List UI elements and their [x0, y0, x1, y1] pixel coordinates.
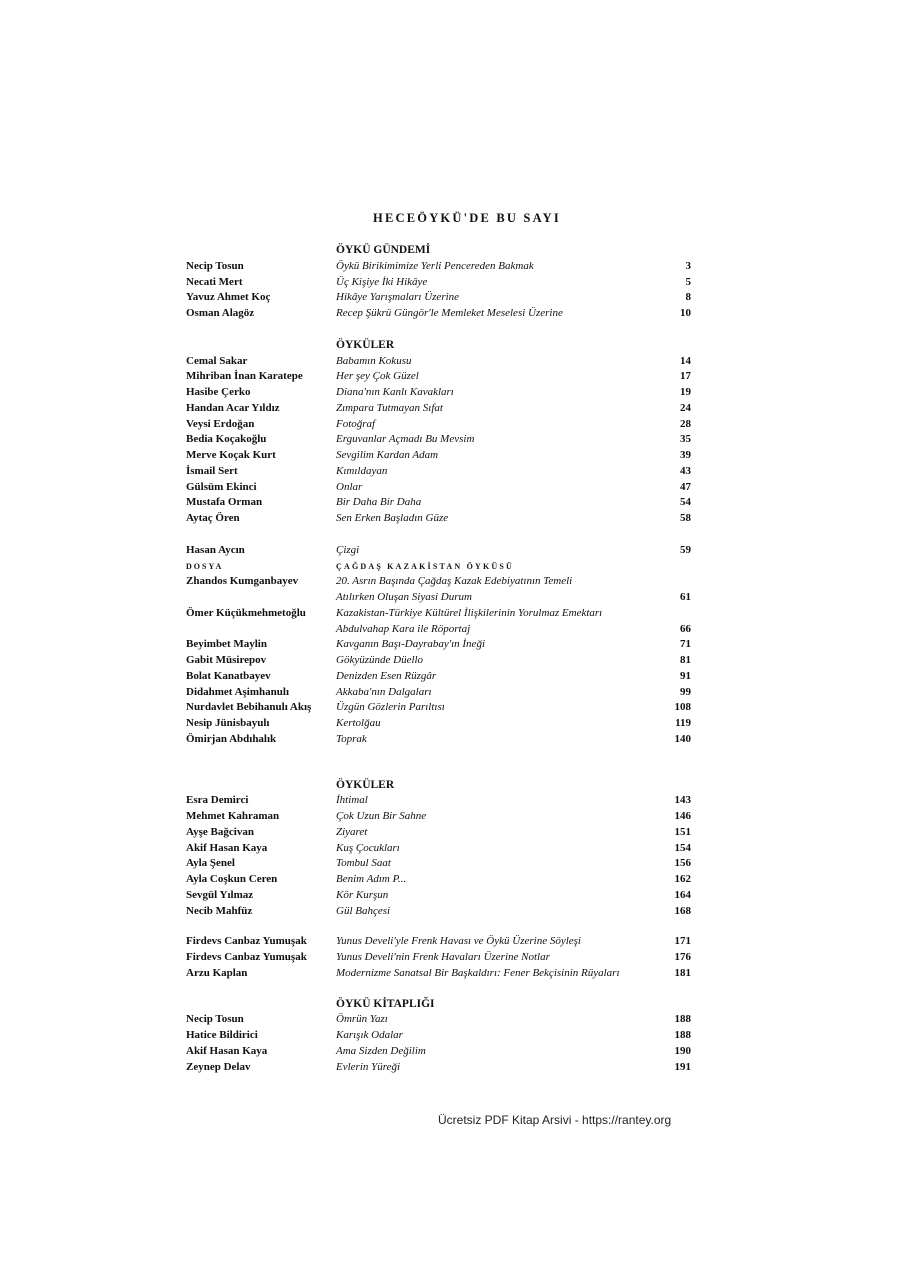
entry-page: 151: [674, 825, 691, 838]
entry-title: İhtimal: [336, 794, 368, 807]
list-item: [186, 417, 691, 433]
list-item: [186, 574, 691, 606]
entry-author: Esra Demirci: [186, 794, 249, 807]
list-item: [186, 432, 691, 448]
entry-title: Denizden Esen Rüzgâr: [336, 669, 437, 682]
entry-author: Bolat Kanatbayev: [186, 669, 271, 682]
entry-author: Sevgül Yılmaz: [186, 888, 254, 901]
entry-title: Gökyüzünde Düello: [336, 654, 424, 666]
entry-page: 176: [674, 951, 691, 963]
entry-author: Nurdavlet Bebihanulı Akış: [186, 701, 312, 714]
entry-title: Her şey Çok Güzel: [336, 370, 419, 383]
entry-title: Fotoğraf: [336, 417, 376, 430]
list-item: [186, 716, 691, 732]
list-item: [186, 606, 691, 638]
entry-page: 10: [680, 307, 691, 319]
list-item: [186, 934, 691, 950]
entry-page: 164: [674, 888, 691, 901]
entry-author: Akif Hasan Kaya: [186, 1044, 268, 1057]
entry-page: 39: [680, 449, 691, 461]
list-item: [186, 809, 691, 825]
entry-page: 146: [674, 810, 691, 822]
entry-page: 35: [680, 433, 691, 446]
entry-page: 162: [674, 873, 691, 885]
entry-title: Tombul Saat: [336, 857, 391, 870]
section-heading-oykuler: ÖYKÜLER: [336, 338, 395, 351]
entry-author: Arzu Kaplan: [186, 966, 248, 979]
list-item: [186, 306, 691, 322]
list-item: [186, 464, 691, 480]
list-item: [186, 856, 691, 872]
section-heading-dosya: [186, 559, 691, 575]
list-item: [186, 495, 691, 511]
entry-page: 119: [675, 717, 691, 729]
list-item: [186, 290, 691, 306]
list-item: [186, 1044, 691, 1060]
entry-title: Evlerin Yüreği: [336, 1060, 401, 1073]
entry-page: 156: [674, 857, 691, 870]
entry-title: Ama Sizden Değilim: [336, 1044, 426, 1057]
entry-title: Karışık Odalar: [336, 1029, 403, 1041]
entry-title: Hikâye Yarışmaları Üzerine: [336, 291, 460, 304]
entry-author: İsmail Sert: [186, 464, 238, 477]
list-item: [186, 448, 691, 464]
entry-author: Beyimbet Maylin: [186, 638, 267, 651]
entry-title: Ömrün Yazı: [336, 1013, 388, 1026]
entry-page: 143: [674, 794, 691, 807]
entry-title: Onlar: [336, 480, 363, 493]
list-item: [186, 637, 691, 653]
entry-title: Erguvanlar Açmadı Bu Mevsim: [336, 433, 475, 446]
list-item: [186, 825, 691, 841]
entry-page: 140: [674, 732, 691, 745]
entry-page: 3: [685, 259, 691, 272]
entry-author: Hasibe Çerko: [186, 386, 251, 398]
entry-title: Üç Kişiye İki Hikâye: [336, 275, 428, 288]
entry-page: 190: [674, 1044, 691, 1057]
entry-title: Yunus Develi'nin Frenk Havaları Üzerine Notlar: [336, 951, 550, 963]
list-item: [186, 793, 691, 809]
entry-author: Firdevs Canbaz Yumuşak: [186, 951, 307, 963]
entry-title: Recep Şükrü Güngör'le Memleket Meselesi Üzerine: [336, 307, 563, 319]
dosya-title: ÇAĞDAŞ KAZAKİSTAN ÖYKÜSÜ: [336, 561, 515, 571]
entry-page: 171: [674, 935, 691, 948]
list-item: [186, 354, 691, 370]
entry-author: Mehmet Kahraman: [186, 810, 280, 822]
list-item: [186, 700, 691, 716]
section-gundem-list: [186, 259, 691, 322]
entry-author: Hasan Aycın: [186, 543, 245, 556]
entry-page: 108: [674, 701, 691, 714]
section-heading-oykuler-2: ÖYKÜLER: [336, 778, 395, 791]
entry-page: 5: [685, 275, 691, 288]
entry-author: Necib Mahfüz: [186, 904, 253, 917]
page-title: HECEÖYKÜ'DE BU SAYI: [373, 211, 561, 225]
section-oykuler-2-list: [186, 793, 691, 919]
entry-page: 54: [680, 496, 691, 509]
list-item: [186, 480, 691, 496]
entry-author: Firdevs Canbaz Yumuşak: [186, 935, 307, 948]
list-item: [186, 385, 691, 401]
list-item: [186, 904, 691, 920]
list-item: [186, 950, 691, 966]
entry-page: 181: [674, 966, 691, 979]
entry-author: Mustafa Orman: [186, 496, 263, 509]
entry-author: Veysi Erdoğan: [186, 417, 255, 430]
entry-author: Ayşe Bağcivan: [186, 825, 254, 838]
entry-page: 188: [674, 1013, 691, 1026]
list-item: [186, 275, 691, 291]
entry-page: 66: [680, 622, 691, 635]
entry-page: 188: [674, 1029, 691, 1041]
entry-title-line-1: Kazakistan-Türkiye Kültürel İlişkilerinin Yorulmaz Emektarı: [336, 606, 603, 619]
list-item: [186, 653, 691, 669]
list-item: [186, 872, 691, 888]
entry-title: Modernizme Sanatsal Bir Başkaldırı: Fener Bekçisinin Rüyaları: [336, 966, 620, 979]
entry-title: Çok Uzun Bir Sahne: [336, 810, 427, 822]
list-item: [186, 685, 691, 701]
entry-page: 191: [674, 1060, 691, 1073]
list-item: [186, 966, 691, 982]
entry-title: Gül Bahçesi: [336, 904, 391, 917]
entry-page: 59: [680, 543, 691, 556]
entry-author: Ayla Şenel: [186, 857, 235, 870]
section-oykuler-list: [186, 354, 691, 527]
entry-page: 24: [680, 401, 691, 414]
entry-author: Nesip Jünisbayulı: [186, 717, 270, 729]
entry-author: Bedia Koçakoğlu: [186, 433, 267, 446]
entry-page: 58: [680, 512, 691, 524]
entry-title: Babamın Kokusu: [336, 354, 412, 367]
entry-title: [336, 574, 658, 606]
entry-title: Bir Daha Bir Daha: [336, 496, 422, 509]
entry-title: Çizgi: [336, 543, 360, 556]
entry-author: Handan Acar Yıldız: [186, 401, 280, 414]
list-item: [186, 1060, 691, 1076]
list-item: [186, 401, 691, 417]
entry-title: Diana'nın Kanlı Kavakları: [336, 386, 454, 398]
entry-author: Didahmet Aşimhanulı: [186, 685, 289, 698]
list-item: [186, 369, 691, 385]
entry-page: 19: [680, 386, 691, 398]
list-item: [186, 1012, 691, 1028]
entry-author: Necip Tosun: [186, 259, 244, 272]
entry-author: Aytaç Ören: [186, 512, 240, 524]
entry-author: Gabit Müsirepov: [186, 654, 267, 666]
entry-page: 61: [680, 591, 691, 603]
list-item: [186, 888, 691, 904]
entry-title: Kuş Çocukları: [336, 841, 400, 854]
entry-title: Ziyaret: [336, 825, 368, 838]
section-heading-gundem: ÖYKÜ GÜNDEMİ: [336, 244, 431, 256]
entry-page: 168: [674, 904, 691, 917]
entry-author: Zhandos Kumganbayev: [186, 575, 299, 588]
entry-author: Osman Alagöz: [186, 307, 255, 319]
entry-page: 28: [680, 417, 691, 430]
list-item: [186, 259, 691, 275]
entry-author: Ömer Küçükmehmetoğlu: [186, 606, 306, 619]
entry-author: Cemal Sakar: [186, 354, 248, 367]
list-item: [186, 669, 691, 685]
entry-author: Merve Koçak Kurt: [186, 449, 276, 461]
list-item: [186, 732, 691, 748]
entry-title: Benim Adım P...: [336, 873, 407, 885]
section-dosya-list: [186, 574, 691, 747]
dosya-label: DOSYA: [186, 561, 224, 571]
list-item: [186, 1028, 691, 1044]
entry-title: Öykü Birikimimize Yerli Pencereden Bakmak: [336, 259, 534, 272]
entry-author: Akif Hasan Kaya: [186, 841, 268, 854]
entry-author: Zeynep Delav: [186, 1060, 251, 1073]
entry-page: 81: [680, 654, 691, 666]
entry-title: Kavganın Başı-Dayrabay'ın İneği: [336, 638, 485, 651]
entry-author: Necip Tosun: [186, 1013, 244, 1026]
list-item: [186, 543, 691, 559]
entry-title: Kımıldayan: [336, 464, 388, 477]
entry-page: 14: [680, 354, 691, 367]
entry-author: Yavuz Ahmet Koç: [186, 291, 271, 304]
entry-title: Yunus Develi'yle Frenk Havası ve Öykü Üzerine Söyleşi: [336, 935, 581, 948]
entry-page: 8: [685, 291, 691, 304]
entry-title: Kertolğau: [336, 717, 381, 729]
entry-page: 154: [674, 841, 691, 854]
section-heading-kitapligi: ÖYKÜ KİTAPLIĞI: [336, 997, 435, 1010]
table-of-contents: [186, 243, 691, 1075]
section-kitapligi-list: [186, 1012, 691, 1075]
entry-author: Necati Mert: [186, 275, 243, 288]
entry-title: Sevgilim Kardan Adam: [336, 449, 439, 461]
entry-page: 17: [680, 370, 691, 383]
entry-author: Hatice Bildirici: [186, 1029, 258, 1041]
entry-title-line-2: Atılırken Oluşan Siyasi Durum: [336, 591, 472, 603]
entry-author: Ömirjan Abdıhalık: [186, 732, 277, 745]
entry-page: 71: [680, 638, 691, 651]
entry-title: Üzgün Gözlerin Parıltısı: [336, 701, 445, 714]
entry-title: Sen Erken Başladın Güze: [336, 512, 449, 524]
entry-title-line-1: 20. Asrın Başında Çağdaş Kazak Edebiyatının Temeli: [336, 575, 573, 588]
section-elestiri-list: [186, 934, 691, 981]
entry-page: 43: [680, 464, 691, 477]
entry-title-line-2: Abdulvahap Kara ile Röportaj: [336, 622, 471, 635]
entry-page: 91: [680, 669, 691, 682]
entry-title: [336, 606, 658, 638]
entry-title: Zımpara Tutmayan Sıfat: [336, 401, 443, 414]
entry-author: Gülsüm Ekinci: [186, 480, 257, 493]
footer-text: Ücretsiz PDF Kitap Arsivi - https://rantey.org: [438, 1113, 672, 1127]
entry-title: Akkaba'nın Dalgaları: [336, 685, 432, 698]
entry-title: Toprak: [336, 732, 367, 745]
entry-page: 99: [680, 685, 691, 698]
entry-author: Ayla Coşkun Ceren: [186, 873, 278, 885]
entry-author: Mihriban İnan Karatepe: [186, 370, 303, 383]
entry-page: 47: [680, 480, 691, 493]
list-item: [186, 841, 691, 857]
entry-title: Kör Kurşun: [336, 888, 389, 901]
list-item: [186, 511, 691, 527]
